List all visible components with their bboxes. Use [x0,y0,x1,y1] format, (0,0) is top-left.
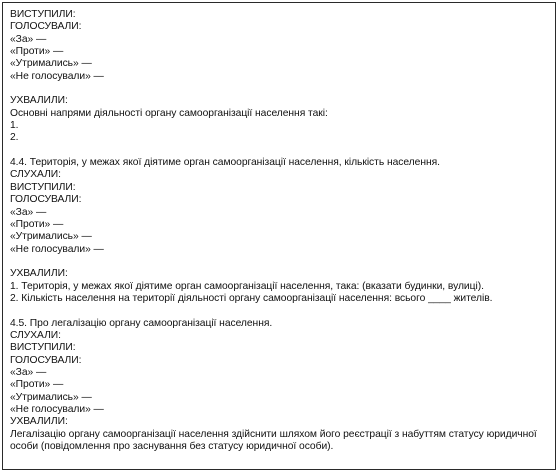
vote-abstained: «Утримались» — [10,391,92,403]
resolved-label: УХВАЛИЛИ: [10,268,68,280]
vote-not-voted: «Не голосували» — [10,70,104,82]
territory-item: 1. Територія, у межах якої діятиме орган самоорганізації населення, така: (вказати будинки, вулиці). [10,280,484,292]
activity-directions-text: Основні напрями діяльності органу самоорганізації населення такі: [10,107,328,119]
vote-for: «За» — [10,206,47,218]
legalization-text: Легалізацію органу самоорганізації населення здійснити шляхом його реєстрації з набуттям статусу юридичної особи (повідомлення про заснування без статусу юридичної особи). [10,428,537,453]
section-4-5-heading: 4.5. Про легалізацію органу самоорганізації населення. [10,317,273,329]
document-frame [2,2,556,470]
heard-label: СЛУХАЛИ: [10,169,61,181]
vote-not-voted: «Не голосували» — [10,243,104,255]
list-item-1: 1. [10,120,19,132]
list-item-2: 2. [10,132,19,144]
voted-label: ГОЛОСУВАЛИ: [10,194,82,206]
vote-not-voted: «Не голосували» — [10,404,104,415]
resolved-label: УХВАЛИЛИ: [10,95,68,107]
spacer [10,145,549,157]
spoke-label: ВИСТУПИЛИ: [10,342,76,354]
spoke-label: ВИСТУПИЛИ: [10,181,76,193]
vote-abstained: «Утримались» — [10,58,92,70]
vote-against: «Проти» — [10,379,64,391]
vote-for: «За» — [10,33,47,45]
population-item: 2. Кількість населення на території діяльності органу самоорганізації населення: всього ____ жителів. [10,292,493,304]
resolved-label: УХВАЛИЛИ: [10,416,68,428]
spacer [10,256,549,268]
vote-for: «За» — [10,366,47,378]
spacer [10,83,549,95]
voted-label: ГОЛОСУВАЛИ: [10,354,82,366]
vote-abstained: «Утримались» — [10,231,92,243]
vote-against: «Проти» — [10,46,64,58]
spoke-label: ВИСТУПИЛИ: [10,9,76,20]
vote-against: «Проти» — [10,218,64,230]
heard-label: СЛУХАЛИ: [10,329,61,341]
voted-label: ГОЛОСУВАЛИ: [10,21,82,33]
section-4-4-heading: 4.4. Територія, у межах якої діятиме орган самоорганізації населення, кількість населення. [10,157,440,169]
spacer [10,305,549,317]
